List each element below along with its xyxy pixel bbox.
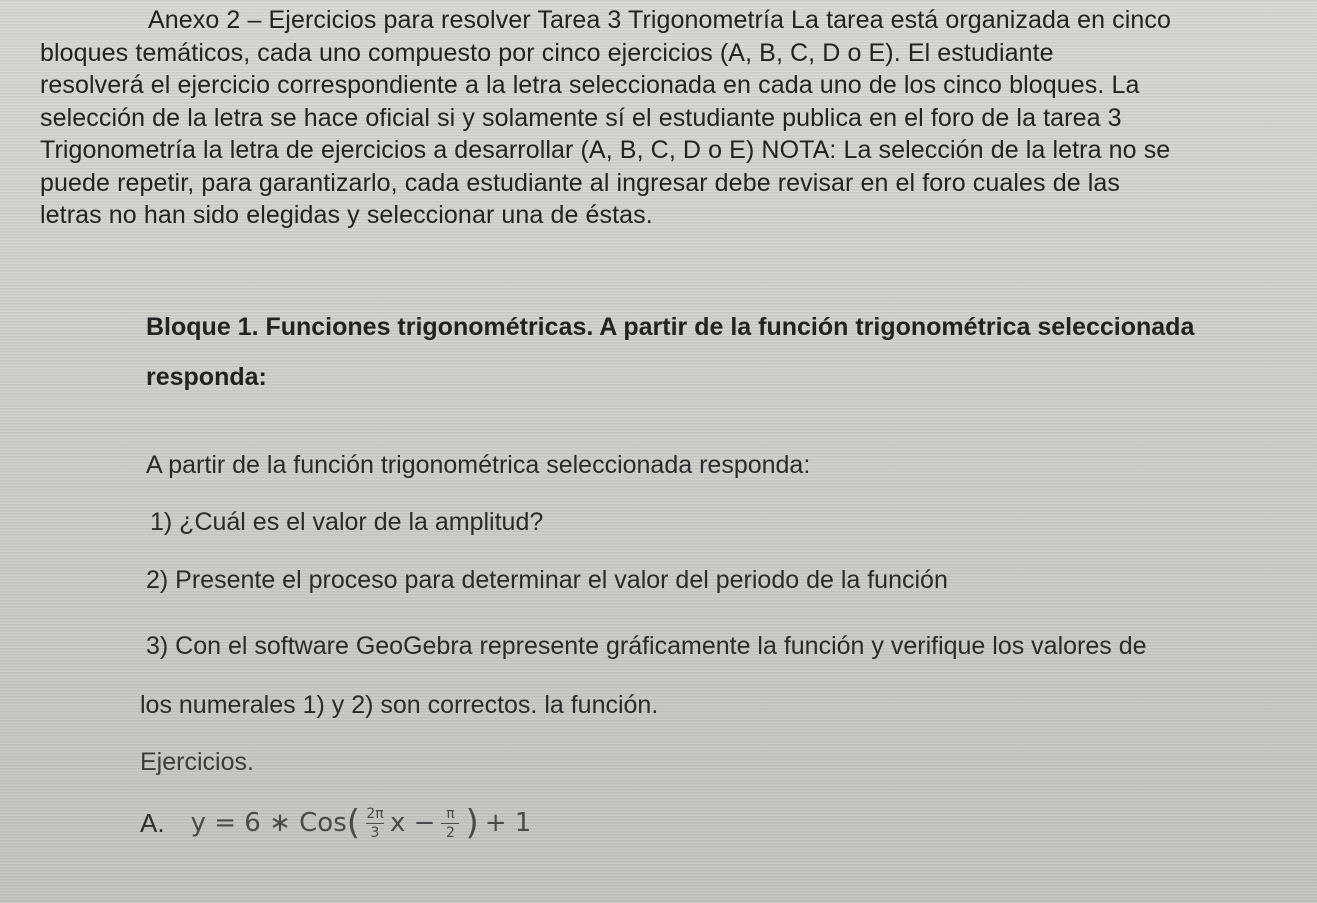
fraction-bar (366, 823, 384, 824)
intro-line: Anexo 2 – Ejercicios para resolver Tarea 3 Trigonometría La tarea está organizada en cinco (148, 6, 1172, 34)
fraction-2pi-over-3 (366, 807, 384, 840)
exercise-a-label: A. (140, 807, 165, 838)
fraction-numerator: π (446, 805, 455, 822)
intro-paragraph (40, 4, 1310, 232)
block-1-title-line-2: responda: (146, 363, 267, 391)
fraction-denominator: 3 (370, 824, 380, 841)
block-1-title-line-1: Bloque 1. Funciones trigonométricas. A partir de la función trigonométrica seleccionada (146, 313, 1195, 341)
equation-lhs: y = 6 ∗ Cos (190, 808, 347, 838)
exercise-a-equation (140, 803, 537, 843)
intro-line: Trigonometría la letra de ejercicios a desarrollar (A, B, C, D o E) NOTA: La selección de la letra no se (40, 136, 1171, 164)
exercises-label: Ejercicios. (140, 748, 254, 776)
close-paren: ) (465, 803, 479, 843)
intro-line: puede repetir, para garantizarlo, cada estudiante al ingresar debe revisar en el foro cuales de las (40, 168, 1121, 197)
intro-line: bloques temáticos, cada uno compuesto por cinco ejercicios (A, B, C, D o E). El estudiante (40, 38, 1054, 67)
fraction-numerator: 2π (366, 805, 384, 822)
fraction-pi-over-2 (441, 807, 459, 840)
question-2: 2) Presente el proceso para determinar el valor del periodo de la función (146, 566, 948, 594)
open-paren: ( (346, 803, 361, 843)
question-3-line-2: los numerales 1) y 2) son correctos. la función. (140, 691, 659, 719)
intro-line: selección de la letra se hace oficial si y solamente sí el estudiante publica en el foro de la tarea 3 (40, 103, 1122, 132)
question-1: 1) ¿Cuál es el valor de la amplitud? (150, 508, 544, 536)
block-1-heading (146, 312, 1296, 392)
fraction-denominator: 2 (445, 824, 455, 841)
block-1-lead: A partir de la función trigonométrica seleccionada responda: (146, 451, 811, 479)
intro-line: resolverá el ejercicio correspondiente a la letra seleccionada en cada uno de los cinco bloques. La (40, 71, 1140, 99)
question-3-line-1: 3) Con el software GeoGebra represente gráficamente la función y verifique los valores de (146, 632, 1147, 660)
intro-line: letras no han sido elegidas y seleccionar una de éstas. (40, 201, 653, 229)
equation-mid: x − (390, 808, 436, 838)
fraction-bar (441, 823, 459, 824)
equation-tail: + 1 (484, 808, 532, 838)
